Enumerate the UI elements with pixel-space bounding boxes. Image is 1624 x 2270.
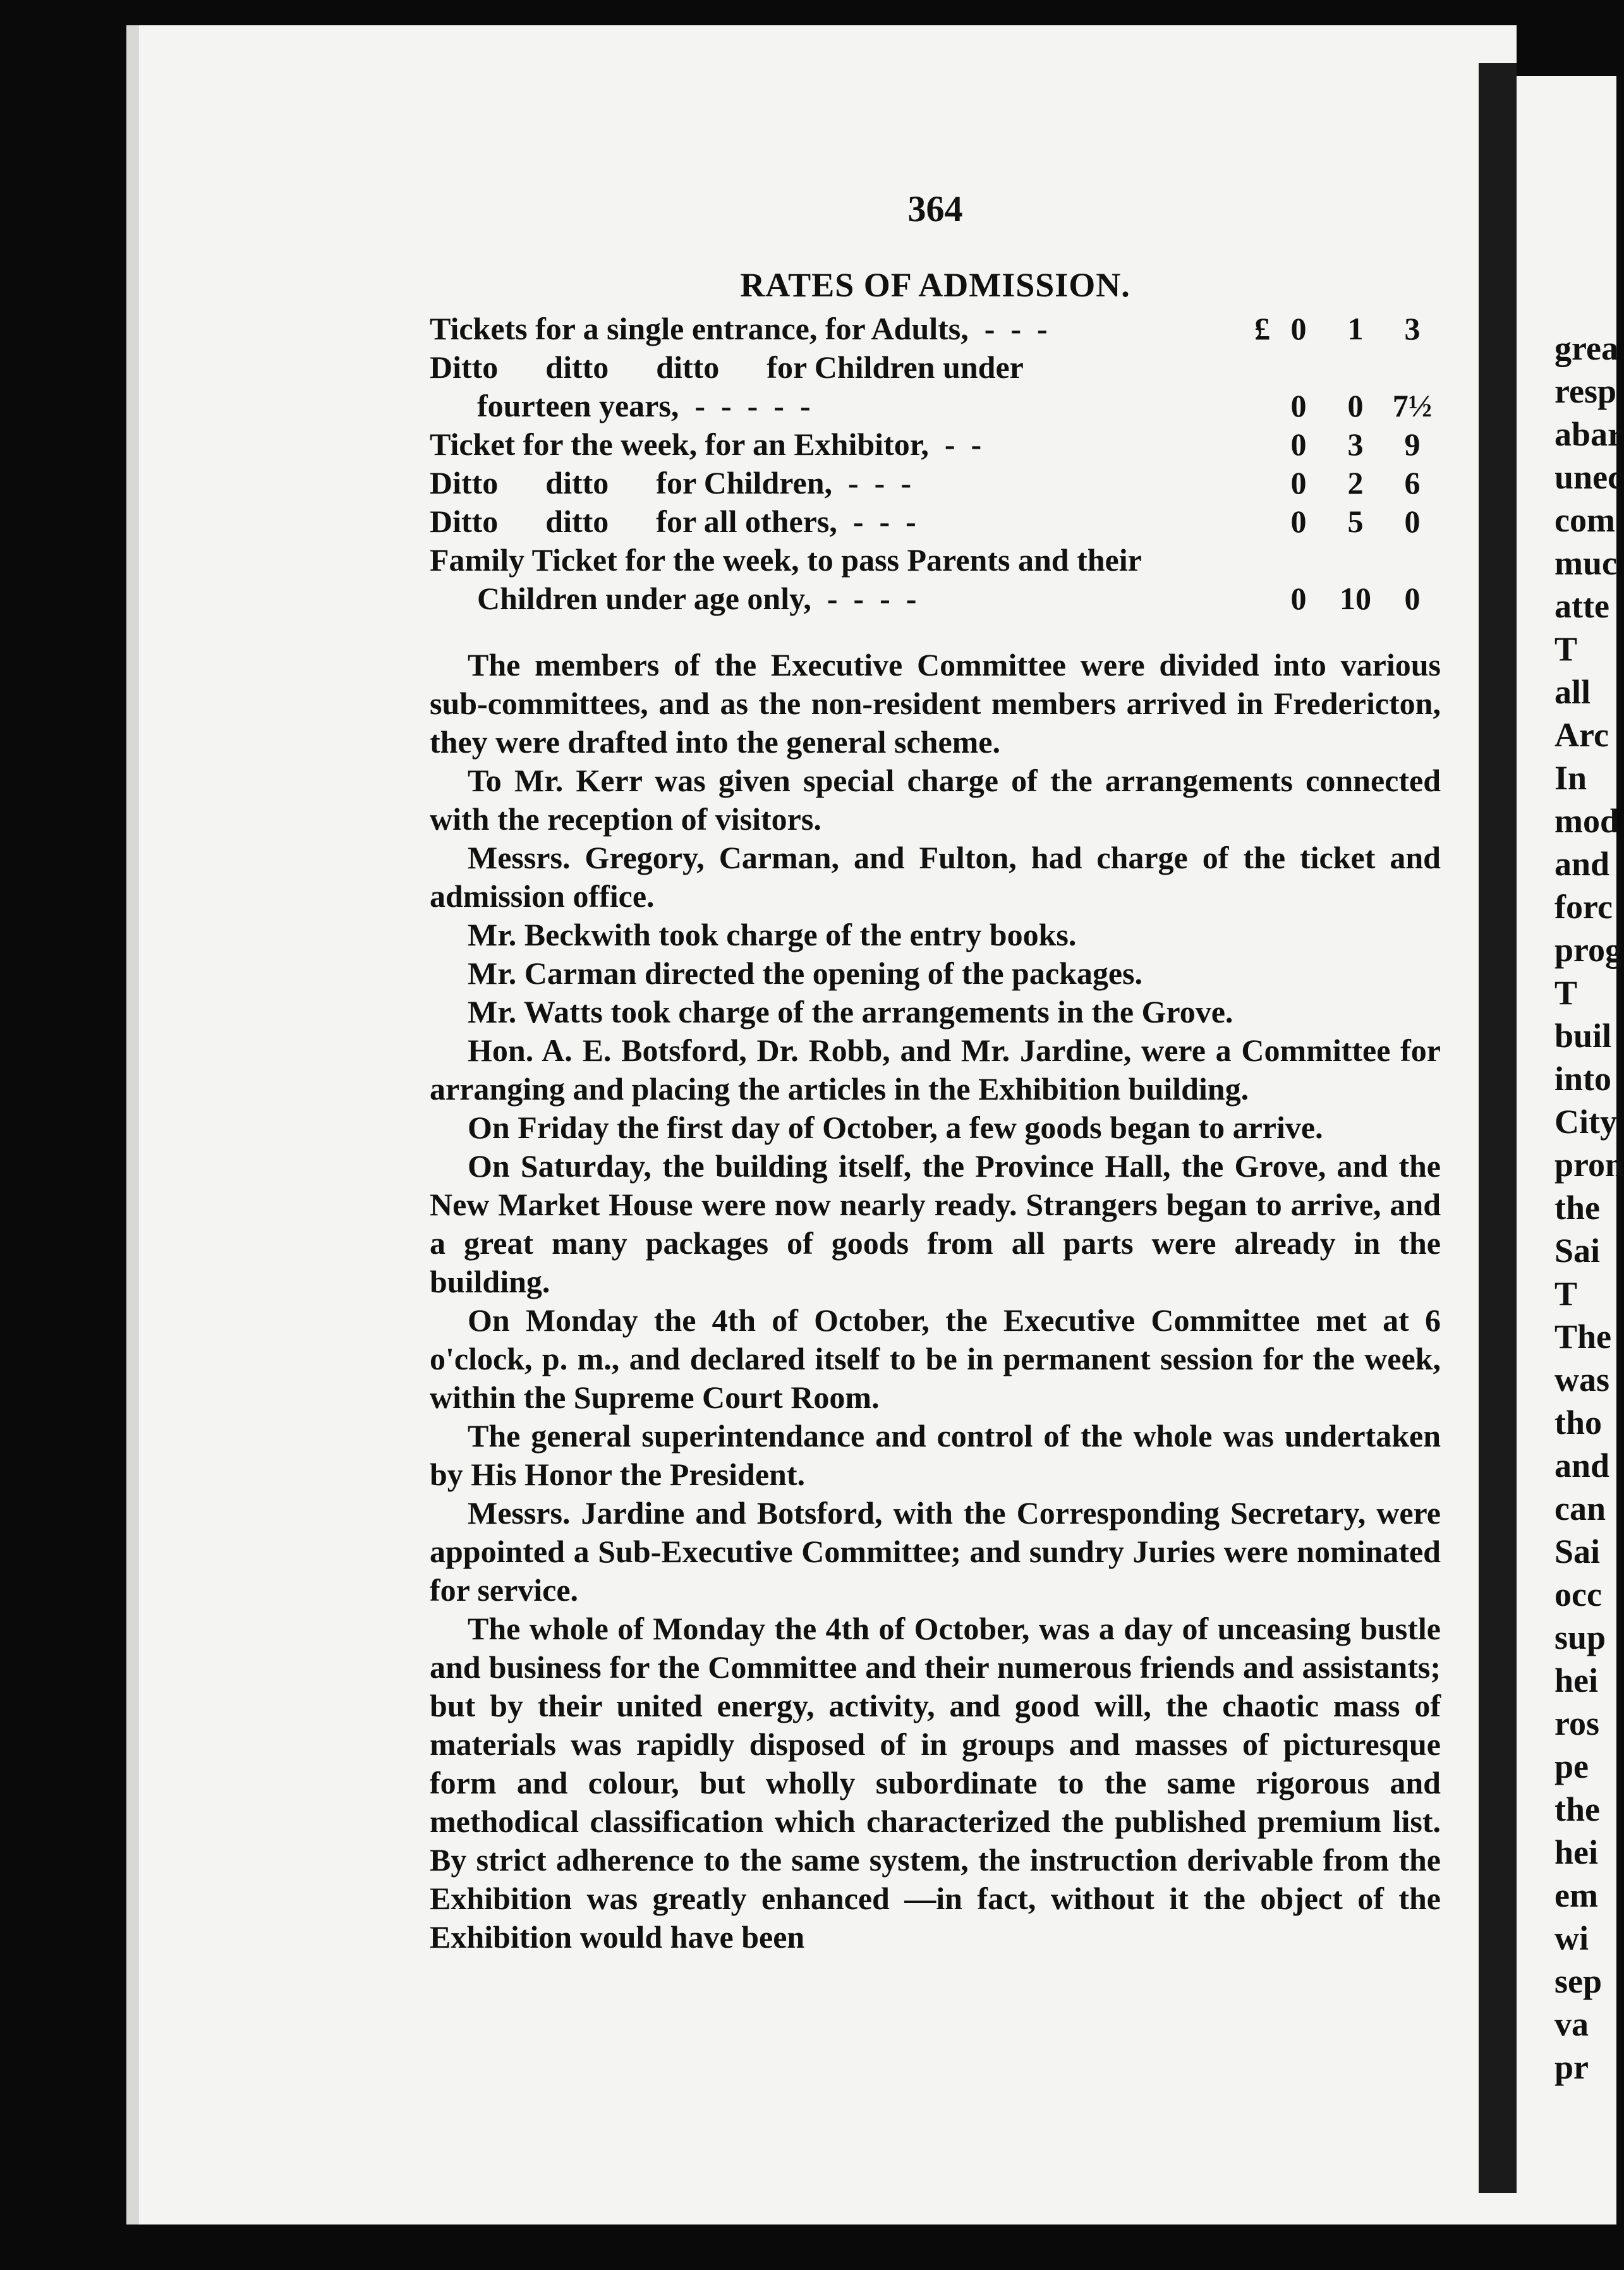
rate-c: 9 xyxy=(1404,427,1421,462)
book-gutter xyxy=(1479,63,1517,2193)
adjacent-page-fragment: wi xyxy=(1554,1919,1589,1957)
rate-cur xyxy=(1245,387,1270,425)
rate-c: 7½ xyxy=(1392,388,1433,423)
rate-c xyxy=(1384,348,1441,387)
adjacent-page-fragment: muc xyxy=(1554,544,1617,582)
paragraph: Hon. A. E. Botsford, Dr. Robb, and Mr. Jardine, were a Committee for arranging and placing the articles in the Exhibition building. xyxy=(430,1033,1441,1107)
rate-a: 0 xyxy=(1290,465,1307,501)
adjacent-page-fragment: atte xyxy=(1554,587,1609,625)
rate-cur xyxy=(1245,580,1270,618)
rate-c: 0 xyxy=(1404,581,1421,616)
rate-a xyxy=(1270,541,1327,580)
adjacent-page-fragment: and xyxy=(1554,1447,1610,1484)
page-content xyxy=(430,190,1441,1957)
section-title: RATES OF ADMISSION. xyxy=(740,266,1130,304)
adjacent-page-fragment: ros xyxy=(1554,1704,1600,1742)
adjacent-page-fragment: tho xyxy=(1554,1404,1603,1442)
rate-row xyxy=(430,580,1441,618)
rate-c: 3 xyxy=(1404,311,1421,346)
rate-b: 1 xyxy=(1347,311,1364,346)
rate-row xyxy=(430,310,1441,348)
rate-a: 0 xyxy=(1290,388,1307,423)
rate-cur xyxy=(1245,464,1270,502)
adjacent-page-fragment: hei xyxy=(1554,1661,1599,1699)
rate-desc: Ditto ditto ditto for Children under xyxy=(430,349,1024,385)
rate-b xyxy=(1327,348,1384,387)
adjacent-page-fragment: va xyxy=(1554,2005,1589,2043)
adjacent-page-fragment: abar xyxy=(1554,415,1623,453)
adjacent-page-fragment: grea xyxy=(1554,329,1618,367)
rate-row xyxy=(430,348,1441,387)
adjacent-page-fragment: mod xyxy=(1554,802,1620,840)
rate-row xyxy=(430,464,1441,502)
rates-table xyxy=(430,310,1441,618)
rate-a: 0 xyxy=(1290,427,1307,462)
adjacent-page-fragment: buil xyxy=(1554,1017,1612,1055)
adjacent-page-fragment: pron xyxy=(1554,1146,1624,1184)
paragraph: Mr. Watts took charge of the arrangements in the Grove. xyxy=(468,994,1233,1029)
paragraph: Mr. Beckwith took charge of the entry books. xyxy=(468,917,1077,952)
adjacent-page-fragment: In xyxy=(1554,759,1587,797)
adjacent-page-fragment: sep xyxy=(1554,1962,1603,2000)
rate-desc: Children under age only, - - - - xyxy=(430,581,917,616)
body-text xyxy=(430,646,1441,1957)
rate-desc: fourteen years, - - - - - xyxy=(430,388,811,423)
adjacent-page-fragment: forc xyxy=(1554,888,1613,926)
adjacent-page-fragment: and xyxy=(1554,845,1610,883)
adjacent-page-fragment: em xyxy=(1554,1876,1598,1914)
adjacent-page-fragment: occ xyxy=(1554,1575,1602,1613)
adjacent-page-fragment: the xyxy=(1554,1189,1600,1227)
adjacent-page-fragment: Arc xyxy=(1554,716,1609,754)
adjacent-page-fragment: all xyxy=(1554,673,1591,711)
adjacent-page-fragment: the xyxy=(1554,1790,1600,1828)
paragraph: The members of the Executive Committee were divided into various sub-committees, and as the non-resident members arrived in Fredericton, they were drafted into the general scheme. xyxy=(430,647,1441,760)
rate-row xyxy=(430,502,1441,541)
rate-a xyxy=(1270,348,1327,387)
rate-row xyxy=(430,541,1441,580)
paragraph: The general superintendance and control of the whole was undertaken by His Honor the President. xyxy=(430,1418,1441,1492)
rate-b: 2 xyxy=(1347,465,1364,501)
adjacent-page-fragment: Sai xyxy=(1554,1232,1601,1270)
paragraph: Mr. Carman directed the opening of the packages. xyxy=(468,956,1142,991)
adjacent-page-fragment: was xyxy=(1554,1361,1610,1399)
adjacent-page-fragment: T xyxy=(1554,974,1578,1012)
rate-c: 0 xyxy=(1404,504,1421,539)
rate-cur xyxy=(1245,502,1270,541)
rate-row xyxy=(430,387,1441,425)
rate-desc: Ditto ditto for all others, - - - xyxy=(430,504,916,539)
rate-b: 0 xyxy=(1347,388,1364,423)
page-number: 364 xyxy=(907,188,963,229)
rate-a: 0 xyxy=(1290,311,1307,346)
rate-cur: £ xyxy=(1254,311,1270,346)
paragraph: To Mr. Kerr was given special charge of the arrangements connected with the reception of visitors. xyxy=(430,763,1441,837)
rate-desc: Tickets for a single entrance, for Adults, - - - xyxy=(430,311,1048,346)
adjacent-page-edge xyxy=(1517,76,1624,2224)
rate-cur xyxy=(1245,348,1270,387)
rate-cur xyxy=(1245,425,1270,464)
rate-desc: Ditto ditto for Children, - - - xyxy=(430,465,911,501)
adjacent-page-fragment: City xyxy=(1554,1103,1617,1141)
rate-desc: Ticket for the week, for an Exhibitor, - - xyxy=(430,427,982,462)
paragraph: On Monday the 4th of October, the Executive Committee met at 6 o'clock, p. m., and declared itself to be in permanent session for the week, within the Supreme Court Room. xyxy=(430,1302,1441,1415)
adjacent-page-fragment: unec xyxy=(1554,458,1623,496)
adjacent-page-fragment: resp xyxy=(1554,372,1617,410)
paragraph: The whole of Monday the 4th of October, was a day of unceasing bustle and business for the Committee and their numerous friends and assistants; but by their united energy, activity, and good will, the chaotic mass of materials was rapidly disposed of in groups and masses of picturesque form and colour, but wholly subordinate to the same rigorous and methodical classification which characterized the published premium list. By strict adherence to the same system, the instruction derivable from the Exhibition was greatly enhanced —in fact, without it the object of the Exhibition would have been xyxy=(430,1611,1441,1955)
adjacent-page-fragment: pe xyxy=(1554,1747,1589,1785)
adjacent-page-fragment: can xyxy=(1554,1490,1606,1527)
rate-b: 10 xyxy=(1340,581,1371,616)
rate-b: 5 xyxy=(1347,504,1364,539)
adjacent-page-fragment: sup xyxy=(1554,1618,1606,1656)
rate-c xyxy=(1384,541,1441,580)
adjacent-page-fragment: com xyxy=(1554,501,1615,539)
rate-b xyxy=(1327,541,1384,580)
paragraph: On Friday the first day of October, a few goods began to arrive. xyxy=(468,1110,1323,1145)
paragraph: Messrs. Jardine and Botsford, with the Corresponding Secretary, were appointed a Sub-Executive Committee; and sundry Juries were nominated for service. xyxy=(430,1495,1441,1608)
rate-b: 3 xyxy=(1347,427,1364,462)
adjacent-page-fragment: into xyxy=(1554,1060,1612,1098)
adjacent-page-fragment: The xyxy=(1554,1318,1612,1356)
adjacent-page-fragment: T xyxy=(1554,1275,1578,1313)
rate-desc: Family Ticket for the week, to pass Parents and their xyxy=(430,542,1142,578)
rate-a: 0 xyxy=(1290,504,1307,539)
adjacent-page-fragment: T xyxy=(1554,630,1578,668)
adjacent-page-fragment: Sai xyxy=(1554,1533,1601,1570)
paragraph: On Saturday, the building itself, the Province Hall, the Grove, and the New Market House were now nearly ready. Strangers began to arrive, and a great many packages of goods from all parts were already in the building. xyxy=(430,1148,1441,1299)
paragraph: Messrs. Gregory, Carman, and Fulton, had charge of the ticket and admission office. xyxy=(430,840,1441,914)
adjacent-page-fragment: hei xyxy=(1554,1833,1599,1871)
rate-a: 0 xyxy=(1290,581,1307,616)
adjacent-page-fragment: pr xyxy=(1554,2048,1589,2086)
rate-row xyxy=(430,425,1441,464)
rate-cur xyxy=(1245,541,1270,580)
rate-c: 6 xyxy=(1404,465,1421,501)
adjacent-page-fragment: prog xyxy=(1554,931,1623,969)
